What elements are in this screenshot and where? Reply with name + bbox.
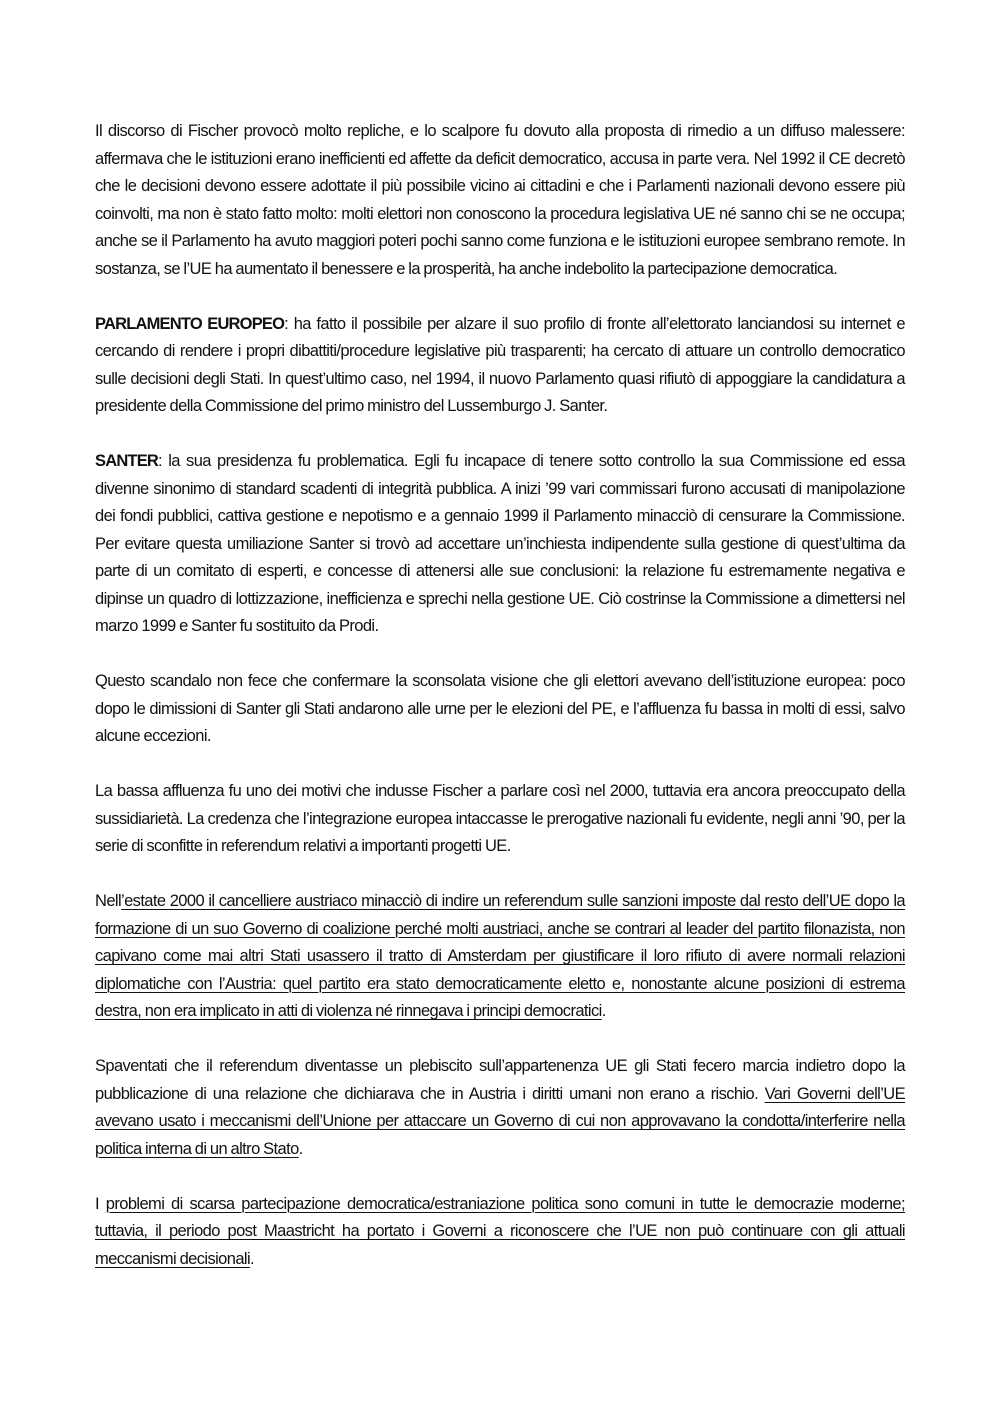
paragraph-text-lead: Nell [95,892,122,910]
paragraph-text: La bassa affluenza fu uno dei motivi che indusse Fischer a parlare così nel 2000, tuttavia era ancora preoccupato della sussidiarietà. La credenza che l’integrazione europea intaccasse le prerogative nazionali fu evidente, negli anni ’90, per la serie di sconfitte in referendum relativi a importanti progetti UE. [95,782,905,855]
paragraph-text: Questo scandalo non fece che confermare la sconsolata visione che gli elettori avevano dell’istituzione europea: poco dopo le dimissioni di Santer gli Stati andarono alle urne per le elezioni del PE, e l’affluenza fu bassa in molti di essi, salvo alcune eccezioni. [95,672,905,745]
underlined-text: problemi di scarsa partecipazione democratica/estraniazione politica sono comuni in tutte le democrazie moderne; tuttavia, il periodo post Maastricht ha portato i Governi a riconoscere che l’UE non può continuare con gli attuali meccanismi decisionali [95,1194,905,1268]
paragraph-text: : la sua presidenza fu problematica. Egli fu incapace di tenere sotto controllo la sua Commissione ed essa divenne sinonimo di standard scadenti di integrità pubblica. A inizi ’99 vari commissari furono accusati di manipolazione dei fondi pubblici, cattiva gestione e nepotismo e a gennaio 1999 il Parlamento minacciò di censurare la Commissione. Per evitare questa umiliazione Santer si trovò ad accettare un’inchiesta indipendente sulla gestione di quest’ultima da parte di un comitato di esperti, e concesse di attenersi alle sue conclusioni: la relazione fu estremamente negativa e dipinse un quadro di lottizzazione, inefficienza e sprechi nella gestione UE. Ciò costrinse la Commissione a dimettersi nel marzo 1999 e Santer fu sostituito da Prodi. [95,452,905,635]
paragraph-parlamento-europeo [95,311,905,421]
paragraph-low-turnout [95,778,905,861]
paragraph-text-lead: Spaventati che il referendum diventasse un plebiscito sull’appartenenza UE gli Stati fecero marcia indietro dopo la pubblicazione di una relazione che dichiarava che in Austria i diritti umani non erano a rischio. [95,1057,905,1103]
underlined-text: ’estate 2000 il cancelliere austriaco minacciò di indire un referendum sulle sanzioni imposte dal resto dell’UE dopo la formazione di un suo Governo di coalizione perché molti austriaci, anche se contrari al leader del partito filonazista, non capivano come mai altri Stati usassero il tratto di Amsterdam per giustificare il loro rifiuto di avere normali relazioni diplomatiche con l’Austria: quel partito era stato democraticamente eletto e, nonostante alcune posizioni di estrema destra, non era implicato in atti di violenza né rinnegava i principi democratici [95,892,905,1020]
paragraph-text-tail: . [250,1249,255,1268]
underlined-text: Vari Governi dell’UE avevano usato i meccanismi dell’Unione per attaccare un Governo di cui non approvavano la condotta/interferire nella politica interna di un altro Stato [95,1084,905,1158]
paragraph-plebiscite [95,1053,905,1163]
paragraph-scandal [95,668,905,751]
paragraph-text-tail: . [298,1139,303,1158]
paragraph-text-tail: . [601,1002,606,1020]
term-heading: PARLAMENTO EUROPEO [95,314,285,333]
paragraph-democratic-participation [95,1191,905,1274]
paragraph-fischer-speech [95,118,905,283]
document-page [95,118,905,1273]
paragraph-austria-referendum [95,888,905,1026]
paragraph-text: Il discorso di Fischer provocò molto repliche, e lo scalpore fu dovuto alla proposta di rimedio a un diffuso malessere: affermava che le istituzioni erano inefficienti ed affette da deficit democratico, accusa in parte vera. Nel 1992 il CE decretò che le decisioni devono essere adottate il più possibile vicino ai cittadini e che i Parlamenti nazionali devono essere più coinvolti, ma non è stato fatto molto: molti elettori non conoscono la procedura legislativa UE né sanno chi se ne occupa; anche se il Parlamento ha avuto maggiori poteri pochi sanno come funziona e le istituzioni europee sembrano remote. In sostanza, se l’UE ha aumentato il benessere e la prosperità, ha anche indebolito la partecipazione democratica. [95,122,905,278]
paragraph-text: : ha fatto il possibile per alzare il suo profilo di fronte all’elettorato lanciandosi su internet e cercando di rendere i propri dibattiti/procedure legislative più trasparenti; ha cercato di attuare un controllo democratico sulle decisioni degli Stati. In quest’ultimo caso, nel 1994, il nuovo Parlamento quasi rifiutò di appoggiare la candidatura a presidente della Commissione del primo ministro del Lussemburgo J. Santer. [95,314,905,415]
term-heading: SANTER [95,452,159,470]
paragraph-santer [95,448,905,641]
paragraph-text-lead: I [95,1194,106,1213]
